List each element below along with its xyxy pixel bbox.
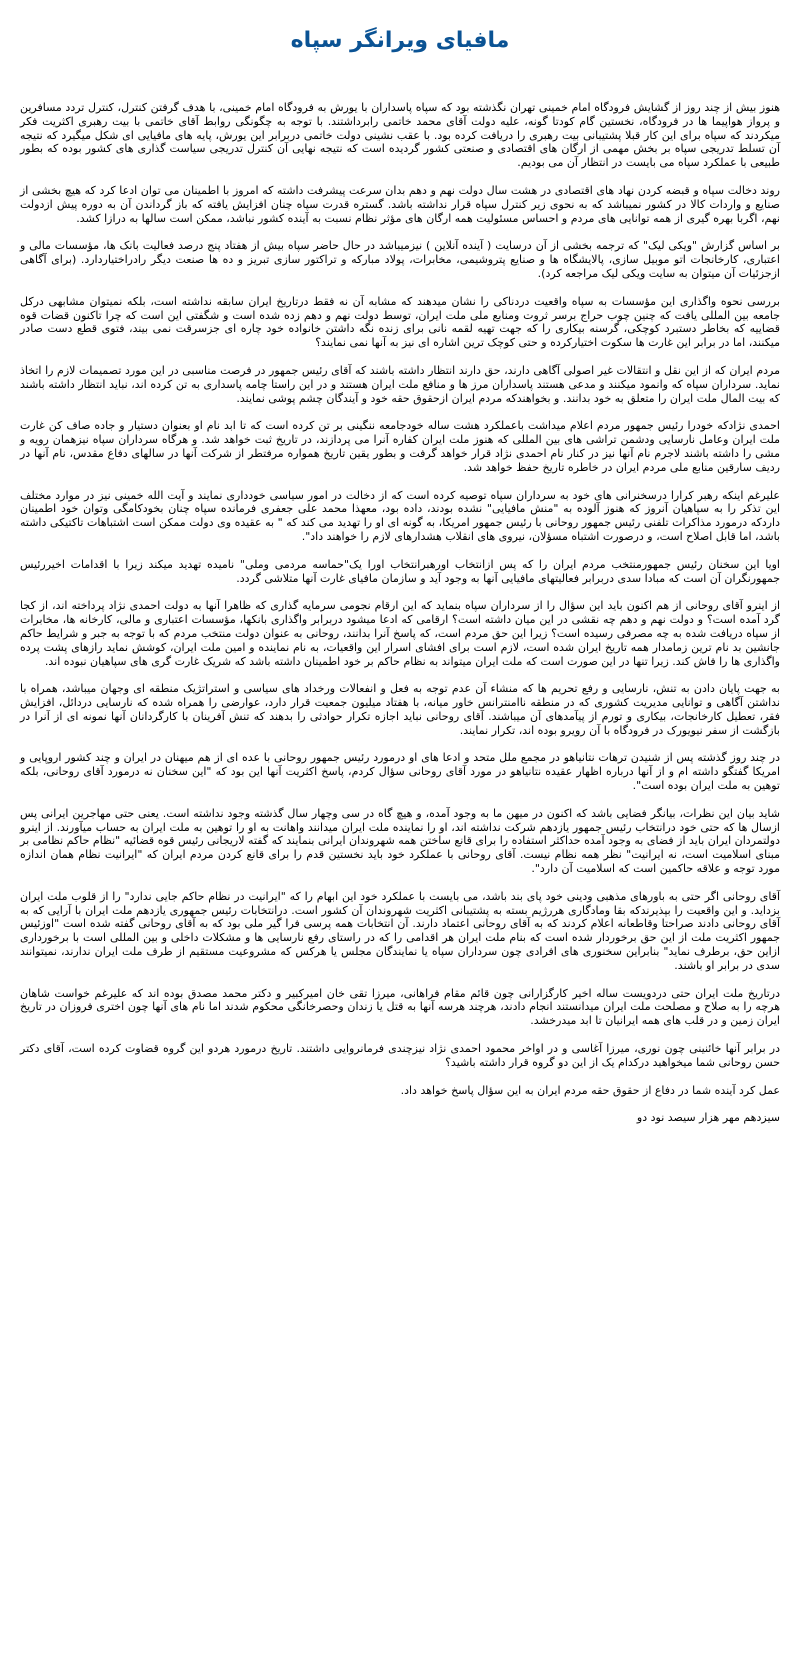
paragraph-11: در چند روز گذشته پس از شنیدن ترهات نتانیاهو در مجمع ملل متحد و ادعا های او درمورد رئیس جمهور روحانی با عده ای از هم میهنان در ایران و چند کشور اروپایی و امریکا گفتگو داشته ام و از آنها درباره اظهار عقیده نتانیاهو در مورد آقای روحانی سؤال کردم، پاسخ اکثریت آنها این بود که "این سخنان نه درمورد آقای روحانی، بلکه توهین به ملت ایران بوده است".	[20, 751, 780, 793]
article-title: مافیای ویرانگر سپاه	[290, 28, 510, 53]
paragraph-16: عمل کرد آینده شما در دفاع از حقوق حقه مردم ایران به این سؤال پاسخ خواهد داد.	[400, 1083, 780, 1097]
article-body	[20, 101, 780, 1125]
page	[20, 0, 780, 1125]
paragraph-10: به جهت پایان دادن به تنش، نارسایی و رفع تحریم ها که منشاء آن عدم توجه به فعل و انفعالات ورخداد های سیاسی و استراتژیک منطقه ای وجهان میباشد، همراه با نداشتن آگاهی و توانایی مدیریت کشوری که در منطقه ناامنترانس خاور میانه، با هفتاد میلیون جمعیت قرار دارد، عوارضی را همراه شده که نارسایی دردائل، افزایش فقر، تعطیل کارخانجات، بیکاری و تورم از پیآمدهای آن میباشند. آقای روحانی نباید اجازه تکرار حوادثی را بدهند که تنش آفرینان با کارگردانان آنها نمونه ای از آنرا در بازگشت از سفر نیویورک در فرودگاه با آن رویرو بوده اند، تکرار نمایند.	[20, 682, 780, 737]
paragraph-5: مردم ایران که از این نقل و انتقالات غیر اصولی آگاهی دارند، حق دارند انتظار داشته باشند که آقای رئیس جمهور در فرصت مناسبی در این مورد تصمیمات لازم را اتخاذ نماید. سرداران سپاه که وانمود میکنند و مدعی هستند پاسداران مرز ها و منافع ملت ایران هستند و در این راستا چامه پاسداری به تن کرده اند، نباید انتظار داشته باشند که بیت المال ملت ایران را متعلق به خود بدانند. و بخواهندکه مردم ایران ازحقوق حقه خود و آیندگان چشم پوشی نمایند.	[20, 363, 780, 405]
paragraph-8: اویا این سخنان رئیس جمهورمنتخب مردم ایران را که پس ازانتخاب اورهبرانتخاب اورا یک"حماسه مردمی وملی" نامیده تهدید میکند زیرا با اقدامات اخیررئیس جمهورنگران آن است که مبادا سدی دربرابر فعالیتهای مافیایی آنها به وجود آید و سازمان مافیای غارت آنها متلاشی گردد.	[20, 557, 780, 585]
paragraph-9: از اینرو آقای روحانی از هم اکنون باید این سؤال را از سرداران سپاه بنماید که این ارقام نجومی سرمایه گذاری که ظاهرا آنها به دولت احمدی نژاد پرداخته اند، از کجا گرد آمده است؟ و دولت نهم و دهم چه نقشی در این میان داشته است؟ ارقامی که ادعا میشود دربرابر واگذاری بانکها، مؤسسات اعتباری و مالی، کارخانه ها، مخابرات از سپاه دریافت شده به چه مصرفی رسیده است؟ زیرا این حق مردم است، که پاسخ آنرا بدانند، روحانی به عنوان دولت منتخب مردم که با توجه به جبر و شرایط حاکم جانشین بد نام ترین زمامدار همه تاریخ ایران شده است، لازم است برای افشای اسرار این واقعیات، به نام نماینده و امین ملت ایران، کوشش نماید رازهای پشت پرده واگذاری ها را فاش کند. زیرا تنها در این صورت است که ملت ایران میتواند به نظام حاکم بر خود اطمینان داشته باشد که شریک غارت گری های سپاهیان نبوده اند.	[20, 599, 780, 668]
paragraph-7: علیرغم اینکه رهبر کرارا درسخنرانی های خود به سرداران سپاه توصیه کرده است که از دخالت در امور سیاسی خودداری نمایند و آیت الله خمینی نیز در موارد مختلف این تذکر را به سپاهیان آنروز که هنوز آلوده به "منش مافیایی" نشده بودند، داده بود، معهذا محمد علی جعفری فرمانده سپاه چنان بخودکامگی وتوان خود اطمینان داردکه درمورد مذاکرات تلفنی رئیس جمهور روحانی با رئیس جمهور امریکا، به گونه ای او را تهدید می کند که " به عقیده وی دولت ممکن است اشتباهات تاکتیکی داشته باشد، اما قابل اصلاح است، و درصورت اشتباه مسؤلان، نیروی های انقلاب هشدارهای لازم را خواهند داد".	[20, 488, 780, 543]
paragraph-3: بر اساس گزارش "ویکی لیک" که ترجمه بخشی از آن درسایت ( آینده آنلاین ) نیزمیباشد در حال حاضر سپاه بیش از هفتاد پنج درصد فعالیت بانک ها، مؤسسات مالی و اعتباری، کارخانجات اتو موبیل سازی، پالایشگاه ها و صنایع پتروشیمی، مخابرات، پولاد مبارکه و تراکتور سازی تبریز و ده ها صنعت دیگر رادراختیاردارد. (برای آگاهی ازجزئیات آن میتوان به سایت ویکی لیک مراجعه کرد).	[20, 239, 780, 280]
paragraph-6: احمدی نژادکه خودرا رئیس جمهور مردم اعلام میداشت باعملکرد هشت ساله خودجامعه ننگینی بر تن کرده است که تا ابد نام او بعنوان دستیار و جاده صاف کن غارت ملت ایران وعامل نارسایی ودشمن تراشی های بین المللی که هنوز ملت ایران کفاره آنرا می پردازند، در تاریخ ثبت خواهد شد. و هرگاه سرداران سپاه نیزهمان رویه و مشی را داشته باشند لاجرم نام آنها نیز در کنار نام احمدی نژاد قرار خواهد گرفت و بطور یقین تاریخ همواره مرفتطر از شرکت آنها در سالهای دفاع مقدس، نام آنها در ردیف سارقین منابع ملی مردم ایران در خاطره تاریخ حفظ خواهد شد.	[20, 419, 780, 474]
article-date: سیزدهم مهر هزار سیصد نود دو	[636, 1111, 780, 1125]
paragraph-1: هنوز بیش از چند روز از گشایش فرودگاه امام خمینی تهران نگذشته بود که سپاه پاسداران با یورش به فرودگاه امام خمینی، با هدف گرفتن کنترل، کنترل تردد مسافرین و پرواز هواپیما ها در فرودگاه، نخستین گام کودتا گونه، علیه دولت آقای محمد خاتمی رابرداشتند. با توجه به چگونگی روابط آقای خاتمی با بیت رهبری اکثریت فکر میکردند که سپاه برای این کار قبلا پشتیبانی بیت رهبری را دریافت کرده بود. با عقب نشینی دولت خاتمی دربرابر این یورش، پایه های مافیایی ای شکل میگیرد که نتیجه آن تسلط تدریجی سپاه بر بخش مهمی از ارگان های اقتصادی و صنعتی کشور گردیده است که نتیجه نهایی آن کنترل تدریجی سیاست گذاری های کشور بوده که بطور طبیعی با عملکرد سپاه می بایست در انتظار آن می بودیم.	[20, 101, 780, 170]
paragraph-15: در برابر آنها خائنینی چون نوری، میرزا آغاسی و در اواخر محمود احمدی نژاد نیزچندی فرمانروایی داشتند. تاریخ درمورد هردو این گروه قضاوت کرده است، آقای دکتر حسن روحانی شما میخواهید درکدام یک از این دو گروه قرار داشته باشید؟	[20, 1042, 780, 1069]
paragraph-2: روند دخالت سپاه و قبضه کردن نهاد های اقتصادی در هشت سال دولت نهم و دهم بدان سرعت پیشرفت داشته که امروز با اطمینان می توان ادعا کرد که هیچ بخشی از صنایع و واردات کالا در کشور نمیباشد که به نحوی زیر کنترل سپاه قرار نداشته باشد. گستره قدرت سپاه چنان افزایش یافته که باز گرداندن آن به دوره پیش ازدولت نهم، اگربا بهره گیری از همه توانایی های مردم و احساس مسئولیت همه ارگان های مؤثر نظام نسبت به آینده کشور نباشد، ممکن است سالها به درازا کشد.	[20, 183, 780, 225]
paragraph-4: بررسی نحوه واگذاری این مؤسسات به سپاه واقعیت دردناکی را نشان میدهند که مشابه آن نه فقط درتاریخ ایران سابقه نداشته است، بلکه نمیتوان مشابهی درکل جامعه بین المللی یافت که چنین چوب حراج برسر ثروت ومنابع ملی ملت ایران، توسط دولت نهم و دهم زده شده است و شگفتی این است که چرا تاکنون قضات قوه قضاییه که بخاطر دستبرد کوچکی، گرسنه بیکاری را که جهت تهیه لقمه نانی برای زنده نگه داشتن خانواده خود چاره ای جزسرقت نمی بیند، فتوی قطع دست صادر میکنند، اما در برابر این غارت ها سکوت اختیارکرده و حتی کوچک ترین اشاره ای نیز به آنها نمی نمایند؟	[20, 294, 780, 350]
paragraph-12: شاید بیان این نظرات، بیانگر فضایی باشد که اکنون در میهن ما به وجود آمده، و هیچ گاه در سی وچهار سال گذشته وجود نداشته است. یعنی حتی مهاجرین ایرانی پس ازسال ها که حتی خود درانتخاب رئیس جمهور یازدهم شرکت نداشته اند، او را نماینده ملت ایران میدانند واهانت به او را توهین به ملت ایران به حساب میآورند. از اینرو دولتمردان ایران باید از فضای به وجود آمده حداکثر استفاده را برای قانع ساختن همه شهروندان ایرانی بنمایند که گفته لاریجانی رئیس قوه قضائیه "نظام حاکم نظامی بر مبنای اسلامیت است، نه ایرانیت" نظر همه نظام نیست. آقای روحانی با عملکرد خود باید نخستین قدم را برای قانع کردن مردم ایران که "ایرانیت نظام همان اندازه مورد توجه و علاقه حاکمین است که اسلامیت آن دارد".	[20, 806, 780, 876]
paragraph-13: آقای روحانی اگر حتی به باورهای مذهبی ودینی خود پای بند باشد، می بایست با عملکرد خود این ابهام را که "ایرانیت در نظام حاکم جایی ندارد" را از قلوب ملت ایران بزداید. و این واقعیت را بپذیرندکه بقا ومادگاری هررژیم بسته به پشتیبانی اکثریت شهروندان آن کشور است. درانتخابات رئیس جمهوری یازدهم ملت ایران با آرایی که به آقای روحانی دادند صراحتا وقاطعانه اعلام کردند که به آقای روحانی اعتماد دارند. آن انتخابات همه پرسی فرا گیر ملی بود که به آقای روحانی گفته شده است "اوزئیس جمهور اکثریت ملت از این حق برخوردار شده است که بنام ملت ایران هر اقدامی را که در راستای رفع نارسایی ها و مشکلات داخلی و بین المللی است با برخورداری ازاین حق، برطرف نماید" بنابراین سخنوری های افرادی چون سرداران سپاه یا نمایندگان مجلس یا هرکس که مشروعیت مستقیم از طرف ملت ایران ندارند، نمیتوانند سدی در برابر او باشند.	[20, 889, 780, 972]
paragraph-14: درتاریخ ملت ایران حتی دردویست ساله اخیر کارگزارانی چون قائم مقام فراهانی، میرزا تقی خان امیرکبیر و دکتر محمد مصدق بوده اند که علیرغم خواست شاهان هرچه را به صلاح و مصلحت ملت ایران میدانستند انجام دادند، هرچند هرسه آنها به قتل یا زندان وحصرخانگی محکوم شدند اما نام های آنها چون اختری فروزان در تاریخ ایران زمین و در قلب های همه ایرانیان تا ابد میدرخشد.	[20, 986, 780, 1028]
